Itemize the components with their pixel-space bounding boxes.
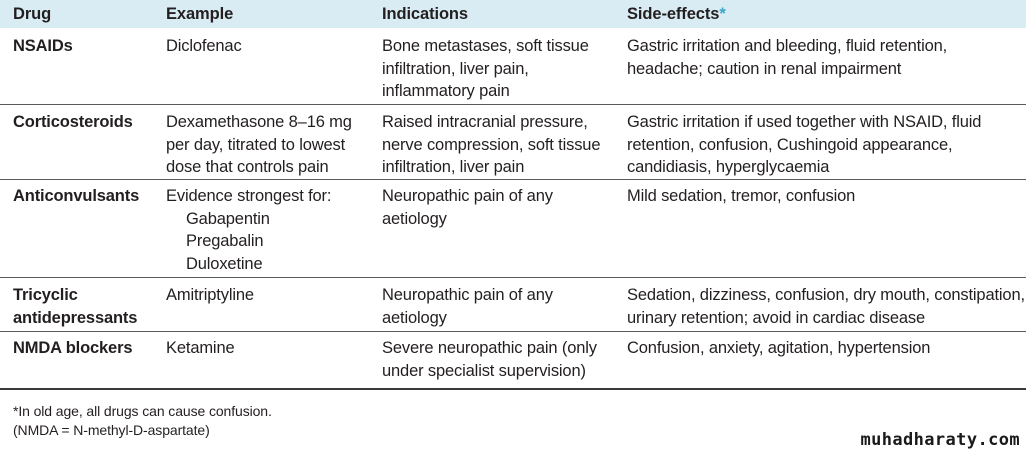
example-cell — [166, 111, 352, 179]
drug-cell — [13, 111, 133, 134]
cell-line: Gastric irritation and bleeding, fluid retention, — [627, 37, 948, 55]
row-divider — [0, 277, 1026, 278]
cell-line: Gastric irritation if used together with NSAID, fluid — [627, 113, 982, 131]
indications-cell — [382, 337, 597, 382]
cell-line: Dexamethasone 8–16 mg — [166, 113, 352, 131]
example-cell — [166, 284, 254, 307]
example-cell — [166, 185, 331, 275]
cell-line: Severe neuropathic pain (only — [382, 339, 597, 357]
header-side-effects — [627, 5, 726, 24]
cell-line: infiltration, liver pain — [382, 158, 525, 176]
cell-line: NSAIDs — [13, 37, 73, 55]
header-indications: Indications — [382, 5, 468, 23]
cell-line: Mild sedation, tremor, confusion — [627, 187, 856, 205]
drug-example-item: Gabapentin — [186, 209, 270, 228]
side-effects-cell — [627, 35, 947, 80]
header-drug: Drug — [13, 5, 52, 23]
cell-line: Bone metastases, soft tissue — [382, 37, 589, 55]
cell-line: Neuropathic pain of any — [382, 187, 553, 205]
row-divider — [0, 104, 1026, 105]
cell-line: aetiology — [382, 209, 447, 228]
indications-cell — [382, 35, 589, 103]
side-effects-cell — [627, 185, 855, 208]
cell-line: Raised intracranial pressure, — [382, 113, 588, 131]
cell-line: Amitriptyline — [166, 286, 254, 304]
cell-line: dose that controls pain — [166, 158, 329, 176]
example-cell — [166, 35, 242, 58]
table-header — [0, 0, 1026, 28]
cell-line: Corticosteroids — [13, 113, 133, 131]
drug-cell — [13, 185, 139, 208]
cell-line: headache; caution in renal impairment — [627, 59, 902, 78]
cell-line: Anticonvulsants — [13, 187, 140, 205]
header-side-effects-label: Side-effects — [627, 5, 720, 23]
indications-cell — [382, 185, 553, 230]
indications-cell — [382, 111, 600, 179]
side-effects-cell — [627, 284, 1025, 329]
example-cell — [166, 337, 235, 360]
footnote-old-age: *In old age, all drugs can cause confusion. — [13, 403, 272, 419]
indications-cell — [382, 284, 553, 329]
cell-line: retention, confusion, Cushingoid appearance, — [627, 135, 953, 154]
watermark: muhadharaty.com — [860, 430, 1020, 450]
footnote-marker: * — [719, 5, 726, 23]
drug-cell — [13, 284, 137, 329]
drug-example-item: Pregabalin — [186, 232, 264, 250]
cell-line: per day, titrated to lowest — [166, 135, 346, 154]
row-divider — [0, 331, 1026, 332]
cell-line: urinary retention; avoid in cardiac disease — [627, 308, 926, 327]
cell-line: Neuropathic pain of any — [382, 286, 553, 304]
side-effects-cell — [627, 337, 930, 360]
cell-line: Diclofenac — [166, 37, 242, 55]
cell-line: antidepressants — [13, 308, 138, 327]
cell-line: infiltration, liver pain, — [382, 59, 529, 78]
cell-line: Sedation, dizziness, confusion, dry mouth, constipation, — [627, 286, 1025, 304]
header-example: Example — [166, 5, 234, 23]
cell-line: Evidence strongest for: — [166, 187, 332, 205]
cell-line: inflammatory pain — [382, 82, 510, 100]
cell-line: Ketamine — [166, 339, 235, 357]
cell-line: under specialist supervision) — [382, 361, 586, 380]
drug-cell — [13, 35, 73, 58]
cell-line: candidiasis, hyperglycaemia — [627, 158, 830, 176]
table-bottom-rule — [0, 388, 1026, 390]
cell-line: NMDA blockers — [13, 339, 133, 357]
cell-line: Tricyclic — [13, 286, 78, 304]
cell-line: Confusion, anxiety, agitation, hypertension — [627, 339, 931, 357]
drug-cell — [13, 337, 132, 360]
side-effects-cell — [627, 111, 981, 179]
row-divider — [0, 179, 1026, 180]
footnote-nmda: (NMDA = N-methyl-D-aspartate) — [13, 422, 210, 438]
drug-example-item: Duloxetine — [186, 254, 263, 273]
cell-line: aetiology — [382, 308, 447, 327]
cell-line: nerve compression, soft tissue — [382, 135, 601, 154]
